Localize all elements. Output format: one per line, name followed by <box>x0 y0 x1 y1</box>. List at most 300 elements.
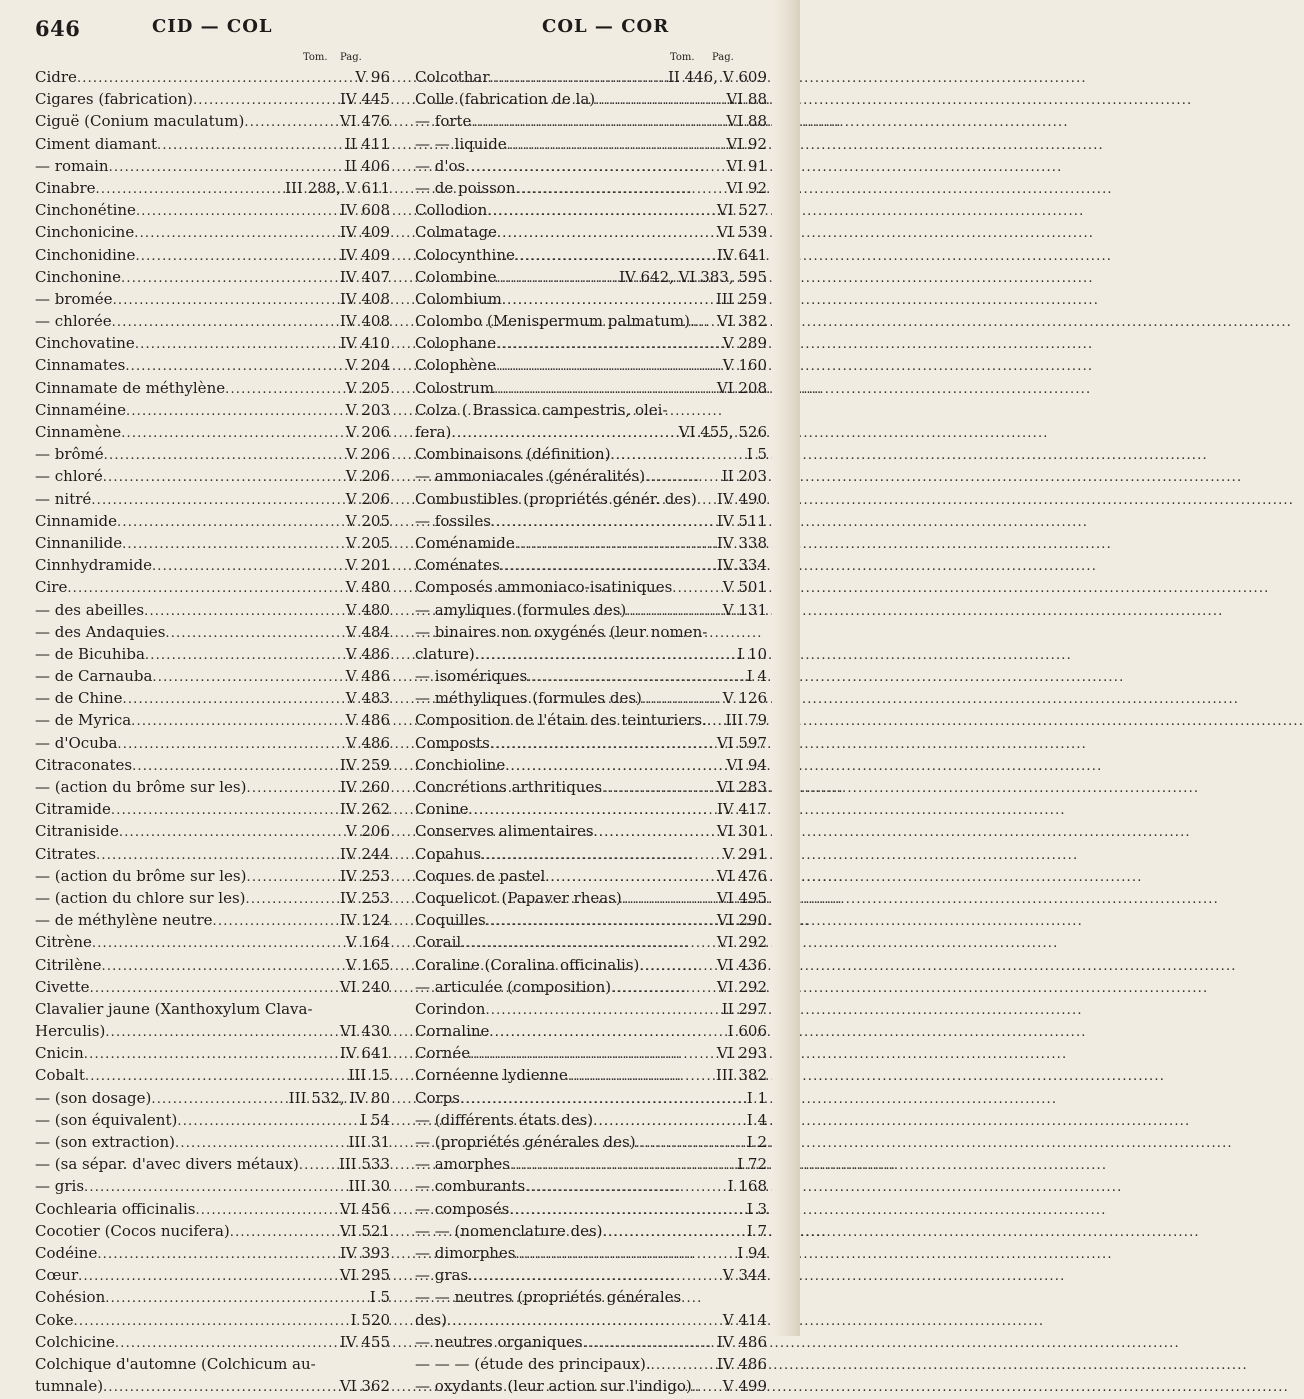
entry-label: Colombium <box>415 289 502 308</box>
dot-leader <box>470 1044 715 1066</box>
entry-label: — forte <box>415 112 472 131</box>
index-entry <box>35 377 390 399</box>
entry-label: Coraline (Coralina officinalis) <box>415 955 640 974</box>
entry-label: Cochlearia officinalis <box>35 1199 196 1218</box>
entry-reference: V 131 <box>722 600 767 619</box>
index-entry <box>35 177 390 199</box>
entry-label: — (action du brôme sur les) <box>35 866 247 885</box>
dot-leader <box>516 179 725 201</box>
dot-leader <box>177 1111 358 1133</box>
entry-label: — fossiles <box>415 511 491 530</box>
index-entry <box>415 133 767 155</box>
entry-label: Colophène <box>415 356 497 375</box>
dot-leader <box>622 889 715 911</box>
dot-leader <box>594 822 715 844</box>
entry-reference: II 446, V 609 <box>667 68 767 86</box>
index-entry <box>415 221 767 243</box>
entry-label: Ciguë (Conium maculatum) <box>35 112 245 131</box>
entry-reference: I 4 <box>746 1110 767 1129</box>
entry-reference: VI 476 <box>716 866 767 885</box>
index-entry <box>415 465 767 487</box>
dot-leader <box>84 1177 346 1199</box>
entry-reference: V 344 <box>722 1266 767 1285</box>
index-entry <box>415 266 767 288</box>
entry-label: Cornéenne lydienne <box>415 1066 568 1085</box>
entry-label: — d'Ocuba <box>35 733 118 752</box>
entry-reference: III 30 <box>348 1177 390 1196</box>
entry-reference: I 5 <box>746 445 767 464</box>
index-entry <box>35 754 390 776</box>
entry-reference: VI 94 <box>726 755 767 774</box>
index-entry <box>415 798 767 820</box>
entry-reference: II 297 <box>721 999 767 1018</box>
dot-leader <box>481 845 721 867</box>
index-entry <box>35 399 390 421</box>
dot-leader <box>471 112 724 134</box>
entry-reference: IV 409 <box>339 223 390 242</box>
dot-leader <box>131 711 344 733</box>
dot-leader <box>101 956 343 978</box>
entry-label: Colle (fabrication de la) <box>415 90 596 109</box>
dot-leader <box>84 1044 338 1066</box>
dot-leader <box>195 1200 337 1222</box>
entry-reference: I 168 <box>727 1177 767 1196</box>
entry-reference: IV 253 <box>339 888 390 907</box>
index-entry <box>415 843 767 865</box>
entry-label: Cinnamide <box>35 511 118 530</box>
entry-reference: V 206 <box>345 822 390 841</box>
index-entry <box>35 288 390 310</box>
entry-label: Cinabre <box>35 178 96 197</box>
entry-reference: VI 88 <box>726 90 767 109</box>
dot-leader <box>175 1133 346 1155</box>
entry-reference: V 486 <box>345 733 390 752</box>
entry-reference: V 480 <box>345 600 390 619</box>
dot-leader <box>109 157 343 179</box>
index-entry <box>415 510 767 532</box>
dot-leader <box>117 512 344 534</box>
index-entry <box>415 1064 767 1086</box>
index-entry <box>415 155 767 177</box>
entry-label: — des abeilles <box>35 600 145 619</box>
entry-label: Colmatage <box>415 223 497 242</box>
entry-reference: I 94 <box>737 1243 767 1262</box>
entry-label: Herculis) <box>35 1022 106 1041</box>
entry-label: — — — (étude des principaux). <box>415 1354 651 1373</box>
entry-reference: V 206 <box>345 445 390 464</box>
right-running-head: COL — COR <box>542 16 670 37</box>
entry-reference: VI 293 <box>716 1044 767 1063</box>
entry-reference: I 520 <box>350 1310 390 1329</box>
index-entry <box>35 1309 390 1331</box>
entry-label: Coménates <box>415 556 500 575</box>
entry-label: Codéine <box>35 1243 98 1262</box>
entry-reference: IV 260 <box>339 778 390 796</box>
index-entry <box>35 354 390 376</box>
entry-reference: IV 259 <box>339 755 390 774</box>
entry-reference: I 606 <box>727 1022 767 1041</box>
dot-leader <box>475 645 735 667</box>
entry-reference: V 164 <box>345 933 390 952</box>
index-entry <box>35 621 390 643</box>
entry-label: — de méthylène neutre <box>35 911 213 930</box>
dot-leader <box>651 1355 715 1377</box>
entry-label: — gras <box>415 1266 469 1285</box>
dot-leader <box>246 889 338 911</box>
index-entry <box>35 954 390 976</box>
entry-reference: VI 456 <box>339 1199 390 1218</box>
index-entry <box>35 665 390 687</box>
index-entry <box>35 443 390 465</box>
entry-reference: V 126 <box>722 689 767 708</box>
index-entry <box>35 510 390 532</box>
entry-reference: IV 445 <box>339 90 390 109</box>
dot-leader <box>602 778 715 800</box>
index-entry <box>35 709 390 731</box>
dot-leader <box>92 933 344 955</box>
entry-label: — (action du chlore sur les) <box>35 888 246 907</box>
entry-reference: VI 92 <box>726 178 767 197</box>
entry-reference: III 533 <box>338 1155 390 1174</box>
entry-reference: V 289 <box>722 334 767 353</box>
entry-label: Cinnamates <box>35 356 126 375</box>
index-entry <box>35 732 390 754</box>
dot-leader <box>490 734 715 756</box>
index-entry <box>415 865 767 887</box>
entry-label: — articulée (composition) <box>415 977 612 996</box>
entry-label: Conchioline <box>415 755 506 774</box>
book-spine-shadow <box>772 0 800 1336</box>
index-entry <box>415 998 767 1020</box>
index-entry <box>35 976 390 998</box>
index-entry <box>35 421 390 443</box>
index-entry <box>35 244 390 266</box>
entry-label: Cocotier (Cocos nucifera) <box>35 1221 230 1240</box>
entry-label: Coquilles <box>415 911 486 930</box>
dot-leader <box>510 1155 735 1177</box>
entry-reference: V 414 <box>722 1310 767 1329</box>
left-running-head: CID — COL <box>152 16 273 37</box>
entry-label: — — neutres (propriétés générales <box>415 1288 682 1307</box>
entry-reference: III 79 <box>725 711 767 730</box>
entry-reference: I 54 <box>360 1110 390 1129</box>
entry-label: — dimorphes <box>415 1243 516 1262</box>
index-entry <box>415 976 767 998</box>
index-entry <box>35 1242 390 1264</box>
entry-reference: II 203 <box>721 467 767 486</box>
entry-label: Colcothar <box>415 68 490 86</box>
dot-leader <box>515 534 715 556</box>
entry-reference: VI 91 <box>726 156 767 175</box>
entry-reference: IV 253 <box>339 866 390 885</box>
entry-reference: IV 641 <box>339 1044 390 1063</box>
entry-label: — (différents états des) <box>415 1110 594 1129</box>
dot-leader <box>707 711 723 733</box>
left-column-head <box>35 52 390 66</box>
index-entry <box>35 155 390 177</box>
entry-reference: IV 334 <box>716 556 767 575</box>
index-entry <box>415 687 767 709</box>
dot-leader <box>695 312 715 334</box>
entry-label: Cornaline <box>415 1022 490 1041</box>
dot-leader <box>469 800 715 822</box>
dot-leader <box>496 356 721 378</box>
index-entry <box>415 1087 767 1109</box>
dot-leader <box>96 845 338 867</box>
dot-leader <box>603 1222 745 1244</box>
entry-label: Cigares (fabrication) <box>35 90 193 109</box>
index-entry <box>415 110 767 132</box>
entry-reference: V 206 <box>345 467 390 486</box>
entry-label: Colchique d'automne (Colchicum au- <box>35 1354 316 1373</box>
entry-reference: VI 521 <box>339 1221 390 1240</box>
dot-leader <box>697 490 715 512</box>
index-entry <box>35 1375 390 1397</box>
entry-reference: VI 455, 526 <box>678 423 767 441</box>
entry-reference: II 406 <box>344 156 390 175</box>
dot-leader <box>583 1333 715 1355</box>
index-entry <box>415 532 767 554</box>
dot-leader <box>465 157 724 179</box>
dot-leader <box>97 1244 338 1266</box>
entry-label: Cohésion <box>35 1288 106 1307</box>
index-entry <box>35 1286 390 1308</box>
entry-reference: IV 641 <box>716 245 767 264</box>
entry-label: — gris <box>35 1177 85 1196</box>
index-entry <box>35 1042 390 1064</box>
entry-reference: IV 410 <box>339 334 390 353</box>
entry-label: — (action du brôme sur les) <box>35 778 247 796</box>
entry-label: — binaires non oxygénés (leur nomen- <box>415 622 708 641</box>
entry-reference: IV 393 <box>339 1243 390 1262</box>
entry-label: — (sa sépar. d'avec divers métaux) <box>35 1155 299 1174</box>
entry-label: — — (nomenclature des) <box>415 1221 603 1240</box>
entry-reference: V 486 <box>345 644 390 663</box>
entry-reference: I 4 <box>746 667 767 686</box>
index-entry <box>415 554 767 576</box>
entry-label: Colza ( Brassica campestris, olei- <box>415 400 668 419</box>
entry-reference: IV 608 <box>339 201 390 220</box>
entry-label: — amorphes <box>415 1155 510 1174</box>
index-entry <box>415 709 767 731</box>
dot-leader <box>487 201 715 223</box>
index-entry <box>415 88 767 110</box>
entry-label: Cinchonidine <box>35 245 136 264</box>
entry-reference: I 1 <box>746 1088 767 1107</box>
entry-reference: III 15 <box>348 1066 390 1085</box>
entry-reference: V 160 <box>722 356 767 375</box>
dot-leader <box>611 445 745 467</box>
index-entry <box>35 66 390 88</box>
dot-leader <box>527 667 745 689</box>
dot-leader <box>105 1022 338 1044</box>
entry-label: Conserves alimentaires <box>415 822 594 841</box>
entry-label: — d'os <box>415 156 466 175</box>
index-entry <box>35 998 390 1020</box>
dot-leader <box>112 312 338 334</box>
entry-label: Cidre <box>35 68 77 86</box>
index-entry <box>415 776 767 798</box>
index-entry <box>35 266 390 288</box>
dot-leader <box>136 201 338 223</box>
entry-label: Cinnhydramide <box>35 556 152 575</box>
dot-leader <box>119 822 344 844</box>
entry-label: Composés ammoniaco-isatiniques <box>415 578 673 597</box>
dot-leader <box>485 1000 719 1022</box>
entry-label: — — liquide <box>415 134 507 153</box>
index-entry <box>35 1220 390 1242</box>
entry-label: Cinchonétine <box>35 201 136 220</box>
dot-leader <box>77 68 353 90</box>
dot-leader <box>121 423 344 445</box>
entry-reference: VI 88 <box>726 112 767 131</box>
index-entry <box>35 1331 390 1353</box>
dot-leader <box>496 334 721 356</box>
index-entry <box>415 931 767 953</box>
dot-leader <box>165 623 343 645</box>
dot-leader <box>447 1311 721 1333</box>
entry-label: Cinnamène <box>35 423 122 441</box>
index-entry <box>35 465 390 487</box>
index-entry <box>415 1175 767 1197</box>
dot-leader <box>145 645 344 667</box>
entry-reference: VI 382 <box>716 312 767 331</box>
entry-label: — neutres organiques <box>415 1332 583 1351</box>
index-entry <box>415 665 767 687</box>
dot-leader <box>692 1377 721 1399</box>
dot-leader <box>111 800 338 822</box>
entry-reference: V 480 <box>345 578 390 597</box>
entry-reference: V 201 <box>345 556 390 575</box>
entry-label: Citramide <box>35 800 111 819</box>
dot-leader <box>152 667 343 689</box>
index-entry <box>415 820 767 842</box>
dot-leader <box>500 556 715 578</box>
index-entry <box>415 643 767 665</box>
index-entry <box>35 554 390 576</box>
dot-leader <box>213 911 338 933</box>
entry-reference: VI 292 <box>716 977 767 996</box>
entry-label: Combinaisons (définition) <box>415 445 611 464</box>
dot-leader <box>105 1288 368 1310</box>
dot-leader <box>636 1133 745 1155</box>
entry-reference: V 486 <box>345 667 390 686</box>
dot-leader <box>78 1266 338 1288</box>
dot-leader <box>135 246 337 268</box>
entry-label: Colostrum <box>415 378 495 397</box>
entry-label: — des Andaquies <box>35 622 166 641</box>
dot-leader <box>515 1244 735 1266</box>
index-entry <box>35 1131 390 1153</box>
index-entry <box>415 1264 767 1286</box>
dot-leader <box>135 334 338 356</box>
entry-reference: VI 362 <box>339 1377 390 1396</box>
entry-label: Citraconates <box>35 755 133 774</box>
index-entry <box>415 399 767 421</box>
dot-leader <box>123 689 344 711</box>
entry-reference: IV 338 <box>716 533 767 552</box>
entry-reference: V 96 <box>355 68 390 86</box>
index-entry <box>415 754 767 776</box>
entry-reference: VI 301 <box>716 822 767 841</box>
dot-leader <box>103 467 344 489</box>
entry-label: — isomériques <box>415 667 528 686</box>
dot-leader <box>244 112 337 134</box>
entry-reference: VI 495 <box>716 888 767 907</box>
entry-reference: V 483 <box>345 689 390 708</box>
entry-reference: VI 295 <box>339 1266 390 1285</box>
dot-leader <box>299 1155 337 1177</box>
right-entry-list <box>415 66 767 1397</box>
index-entry <box>35 1353 390 1375</box>
entry-label: Coquelicot (Papaver rheas) <box>415 888 622 907</box>
entry-label: — composés <box>415 1199 510 1218</box>
entry-label: Cinchovatine <box>35 334 135 353</box>
dot-leader <box>491 512 715 534</box>
entry-reference: IV 511 <box>716 511 767 530</box>
dot-leader <box>152 556 344 578</box>
index-entry <box>415 66 767 88</box>
index-entry <box>35 843 390 865</box>
index-entry <box>35 221 390 243</box>
entry-label: Cire <box>35 578 68 597</box>
index-entry <box>415 1242 767 1264</box>
index-entry <box>415 1109 767 1131</box>
entry-label: — de poisson <box>415 178 516 197</box>
dot-leader <box>672 578 720 600</box>
entry-label: — méthyliques (formules des) <box>415 689 642 708</box>
index-entry <box>35 687 390 709</box>
index-entry <box>415 354 767 376</box>
dot-leader <box>545 867 715 889</box>
entry-reference: VI 597 <box>716 733 767 752</box>
entry-reference: III 31 <box>348 1133 390 1151</box>
index-entry <box>415 421 767 443</box>
entry-reference: VI 476 <box>339 112 390 131</box>
entry-label: Cinchonine <box>35 267 122 286</box>
dot-leader <box>489 1022 725 1044</box>
entry-label: — de Myrica <box>35 711 132 730</box>
left-index-column <box>35 52 390 1397</box>
entry-label: — de Chine <box>35 689 123 708</box>
entry-label: Concrétions arthritiques <box>415 778 603 796</box>
index-entry <box>415 377 767 399</box>
entry-label: Colocynthine <box>415 245 515 264</box>
dot-leader <box>490 68 666 90</box>
dot-leader <box>117 734 343 756</box>
dot-leader <box>497 268 617 290</box>
entry-reference: I 10 <box>737 644 767 663</box>
index-entry <box>415 887 767 909</box>
entry-label: Colombine <box>415 267 497 286</box>
index-entry <box>35 1198 390 1220</box>
dot-leader <box>568 1066 714 1088</box>
dot-leader <box>460 1089 745 1111</box>
left-entry-list <box>35 66 390 1397</box>
dot-leader <box>125 356 343 378</box>
dot-leader <box>451 423 676 445</box>
index-entry <box>35 798 390 820</box>
dot-leader <box>113 290 338 312</box>
index-entry <box>35 1153 390 1175</box>
dot-leader <box>461 933 715 955</box>
entry-reference: I 7 <box>746 1221 767 1240</box>
index-entry <box>415 1220 767 1242</box>
index-entry <box>35 576 390 598</box>
dot-leader <box>246 867 337 889</box>
entry-reference: VI 240 <box>339 977 390 996</box>
index-entry <box>415 288 767 310</box>
